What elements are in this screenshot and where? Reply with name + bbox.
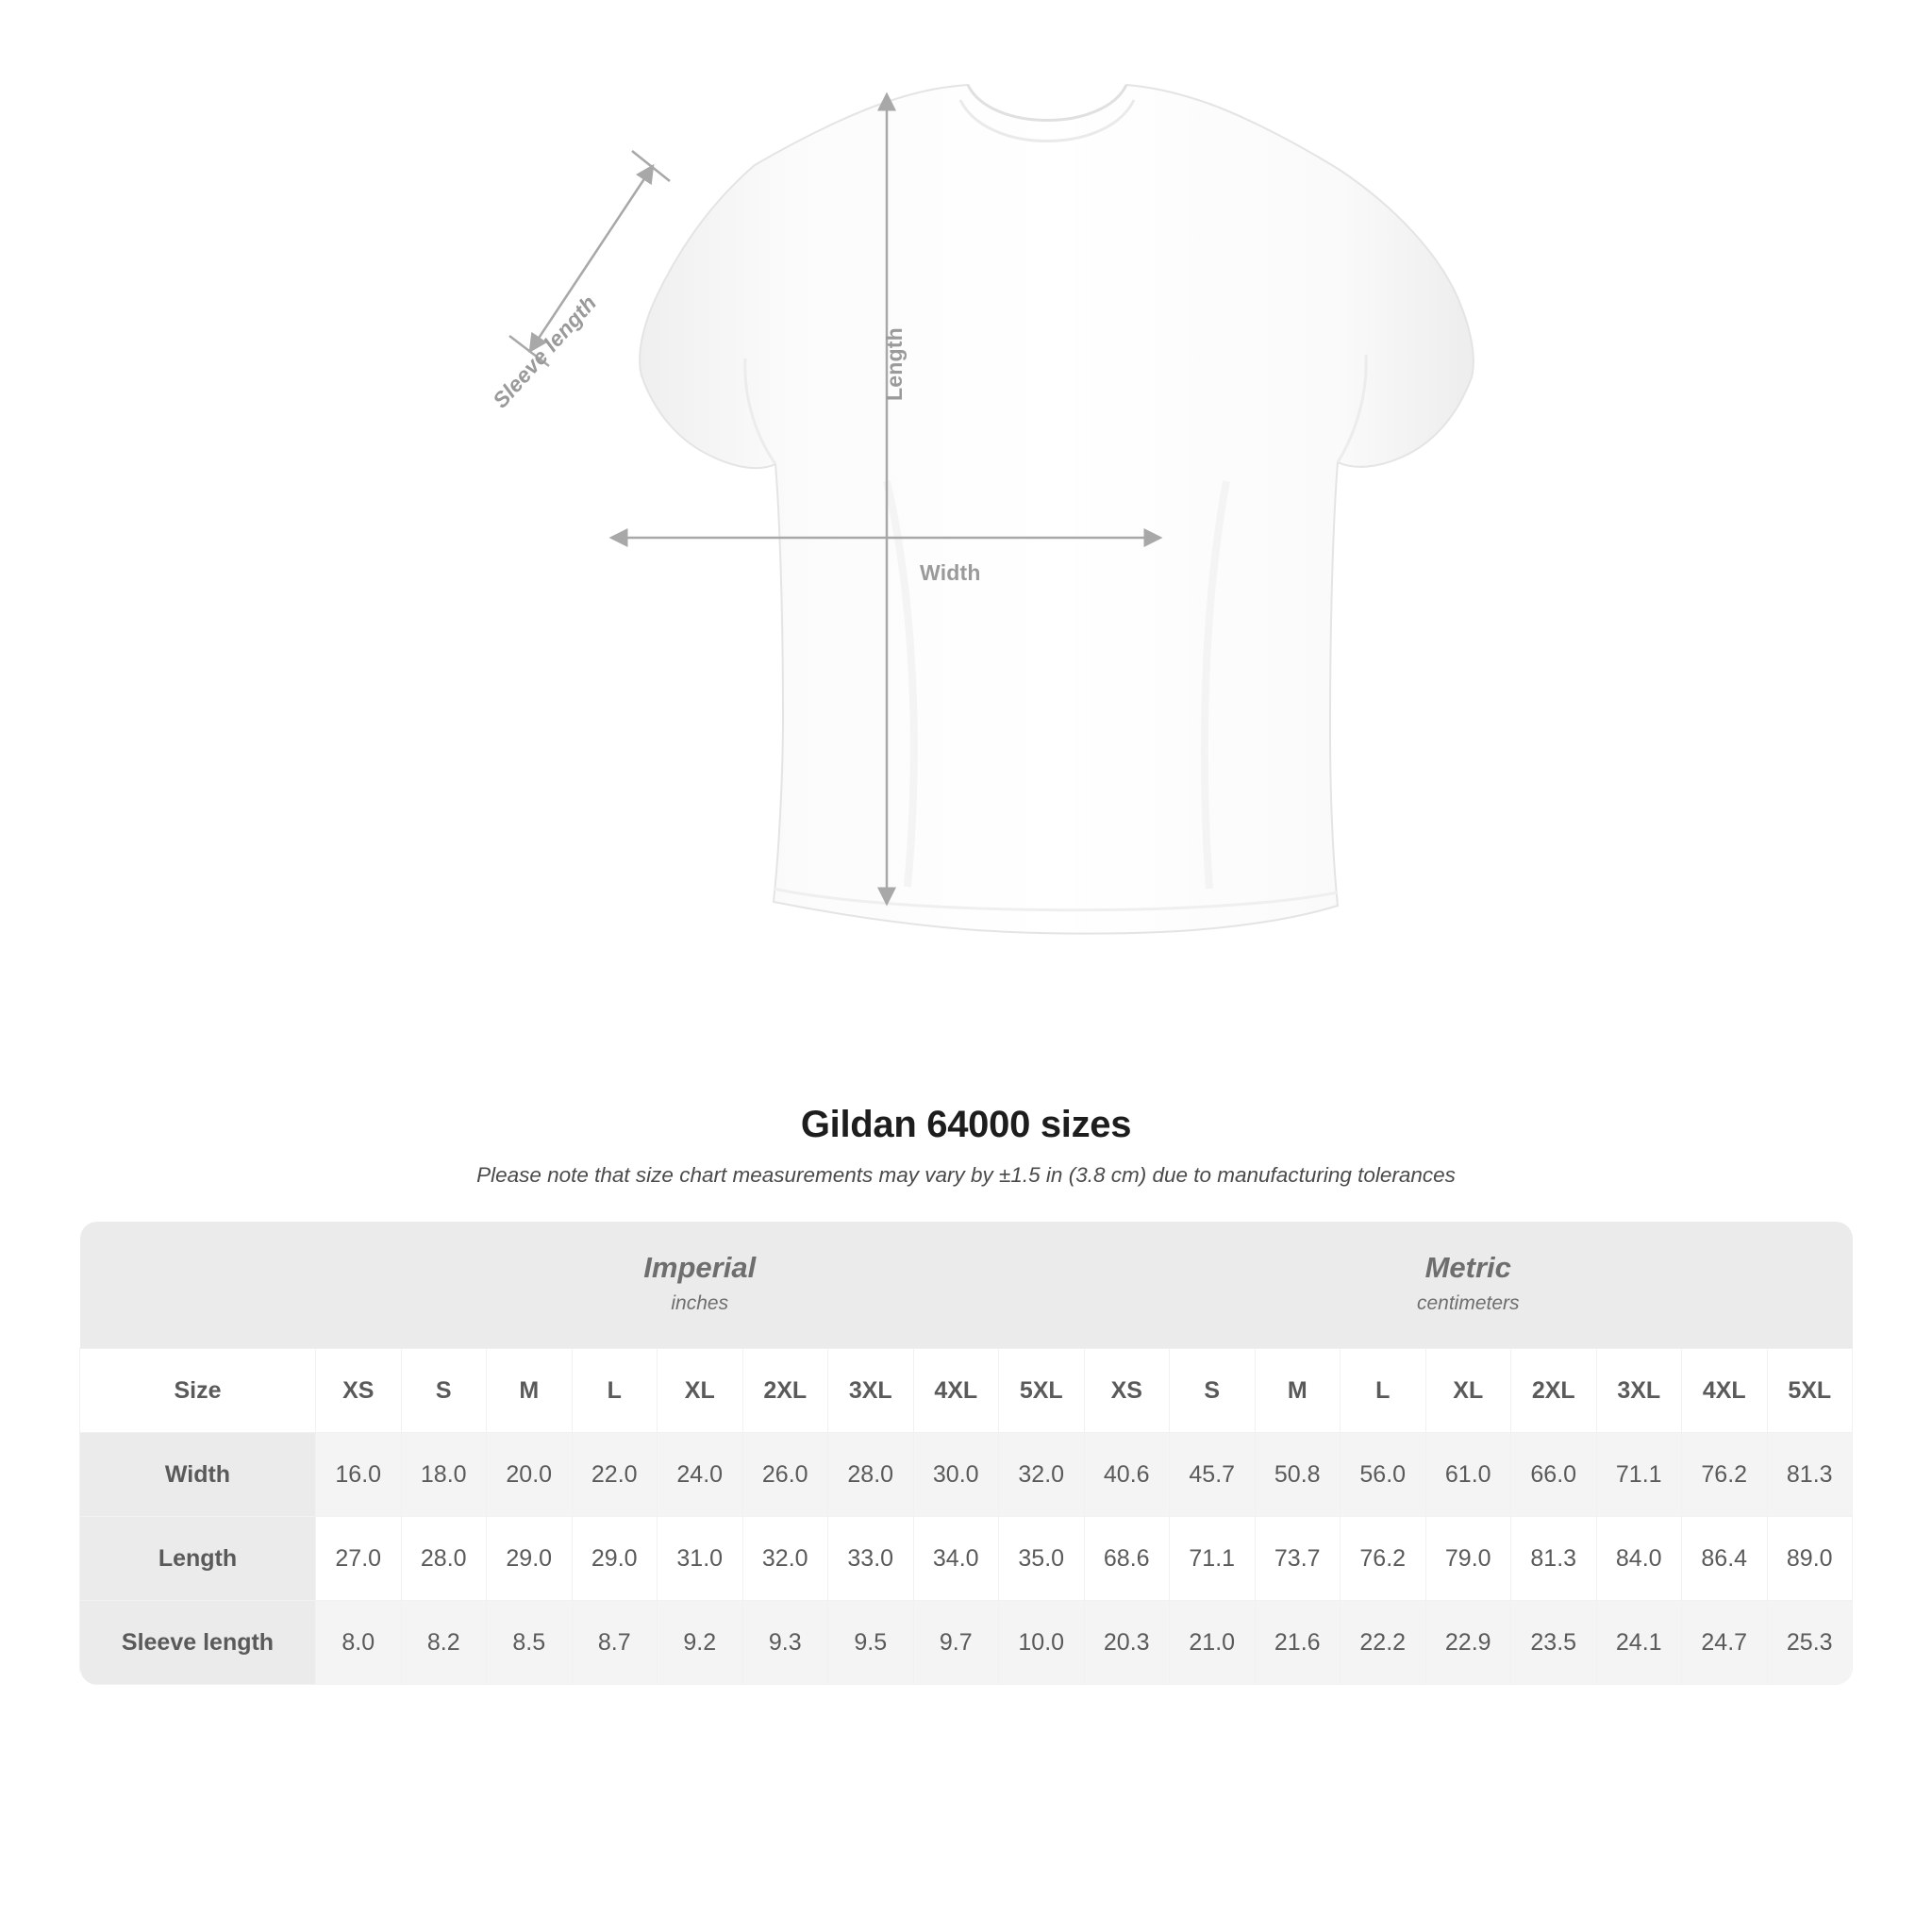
cell: 10.0 — [999, 1601, 1085, 1685]
cell: 30.0 — [913, 1433, 999, 1517]
cell: 29.0 — [572, 1517, 658, 1601]
column-header: 4XL — [1682, 1349, 1768, 1433]
cell: 24.1 — [1596, 1601, 1682, 1685]
cell: 89.0 — [1767, 1517, 1853, 1601]
cell: 28.0 — [828, 1433, 914, 1517]
cell: 40.6 — [1084, 1433, 1170, 1517]
cell: 81.3 — [1511, 1517, 1597, 1601]
column-header: 2XL — [1511, 1349, 1597, 1433]
cell: 45.7 — [1170, 1433, 1256, 1517]
cell: 68.6 — [1084, 1517, 1170, 1601]
column-header: 3XL — [828, 1349, 914, 1433]
row-label-length: Length — [80, 1517, 316, 1601]
cell: 23.5 — [1511, 1601, 1597, 1685]
cell: 29.0 — [487, 1517, 573, 1601]
cell: 18.0 — [401, 1433, 487, 1517]
cell: 32.0 — [999, 1433, 1085, 1517]
cell: 71.1 — [1170, 1517, 1256, 1601]
column-header: M — [1255, 1349, 1341, 1433]
table-row — [80, 1517, 1853, 1601]
unit-spacer-cell — [80, 1222, 316, 1349]
column-header: 2XL — [742, 1349, 828, 1433]
cell: 34.0 — [913, 1517, 999, 1601]
unit-group-imperial — [316, 1222, 1085, 1349]
cell: 50.8 — [1255, 1433, 1341, 1517]
column-header: L — [572, 1349, 658, 1433]
cell: 22.0 — [572, 1433, 658, 1517]
unit-header-row — [80, 1222, 1853, 1349]
cell: 25.3 — [1767, 1601, 1853, 1685]
table-row — [80, 1601, 1853, 1685]
label-length: Length — [882, 327, 907, 401]
cell: 21.6 — [1255, 1601, 1341, 1685]
cell: 8.2 — [401, 1601, 487, 1685]
cell: 79.0 — [1425, 1517, 1511, 1601]
cell: 8.0 — [316, 1601, 402, 1685]
cell: 73.7 — [1255, 1517, 1341, 1601]
unit-metric-sub: centimeters — [1416, 1292, 1520, 1314]
cell: 20.3 — [1084, 1601, 1170, 1685]
cell: 16.0 — [316, 1433, 402, 1517]
row-label-width: Width — [80, 1433, 316, 1517]
column-header: 5XL — [1767, 1349, 1853, 1433]
cell: 81.3 — [1767, 1433, 1853, 1517]
table-row — [80, 1433, 1853, 1517]
cell: 24.7 — [1682, 1601, 1768, 1685]
chart-heading-block — [0, 1104, 1932, 1188]
cell: 26.0 — [742, 1433, 828, 1517]
cell: 9.5 — [828, 1601, 914, 1685]
column-header: S — [401, 1349, 487, 1433]
cell: 76.2 — [1682, 1433, 1768, 1517]
column-header: 4XL — [913, 1349, 999, 1433]
cell: 8.5 — [487, 1601, 573, 1685]
tolerance-note: Please note that size chart measurements may vary by ±1.5 in (3.8 cm) due to manufacturing tolerances — [476, 1163, 1456, 1187]
unit-imperial-sub: inches — [671, 1292, 729, 1314]
cell: 27.0 — [316, 1517, 402, 1601]
cell: 76.2 — [1341, 1517, 1426, 1601]
page-title: Gildan 64000 sizes — [800, 1104, 1132, 1145]
column-header: S — [1170, 1349, 1256, 1433]
unit-imperial-name: Imperial — [643, 1251, 757, 1284]
size-table-container — [79, 1222, 1853, 1685]
cell: 22.9 — [1425, 1601, 1511, 1685]
column-header: XS — [316, 1349, 402, 1433]
cell: 31.0 — [658, 1517, 743, 1601]
cell: 21.0 — [1170, 1601, 1256, 1685]
column-header: XL — [658, 1349, 743, 1433]
cell: 33.0 — [828, 1517, 914, 1601]
cell: 86.4 — [1682, 1517, 1768, 1601]
cell: 28.0 — [401, 1517, 487, 1601]
cell: 8.7 — [572, 1601, 658, 1685]
cell: 24.0 — [658, 1433, 743, 1517]
size-header-row — [80, 1349, 1853, 1433]
label-sleeve-length: Sleeve length — [488, 290, 602, 413]
column-header: 3XL — [1596, 1349, 1682, 1433]
unit-group-metric — [1084, 1222, 1853, 1349]
cell: 66.0 — [1511, 1433, 1597, 1517]
column-header: L — [1341, 1349, 1426, 1433]
cell: 84.0 — [1596, 1517, 1682, 1601]
column-header: 5XL — [999, 1349, 1085, 1433]
cell: 61.0 — [1425, 1433, 1511, 1517]
cell: 9.3 — [742, 1601, 828, 1685]
cell: 35.0 — [999, 1517, 1085, 1601]
cell: 22.2 — [1341, 1601, 1426, 1685]
cell: 71.1 — [1596, 1433, 1682, 1517]
label-width: Width — [920, 560, 981, 585]
cell: 32.0 — [742, 1517, 828, 1601]
cell: 20.0 — [487, 1433, 573, 1517]
unit-metric-name: Metric — [1424, 1251, 1511, 1284]
size-chart-table — [79, 1222, 1853, 1685]
cell: 9.2 — [658, 1601, 743, 1685]
column-header: M — [487, 1349, 573, 1433]
row-label-sleeve-length: Sleeve length — [80, 1601, 316, 1685]
column-header: XL — [1425, 1349, 1511, 1433]
column-header-size: Size — [80, 1349, 316, 1433]
cell: 56.0 — [1341, 1433, 1426, 1517]
cell: 9.7 — [913, 1601, 999, 1685]
column-header: XS — [1084, 1349, 1170, 1433]
